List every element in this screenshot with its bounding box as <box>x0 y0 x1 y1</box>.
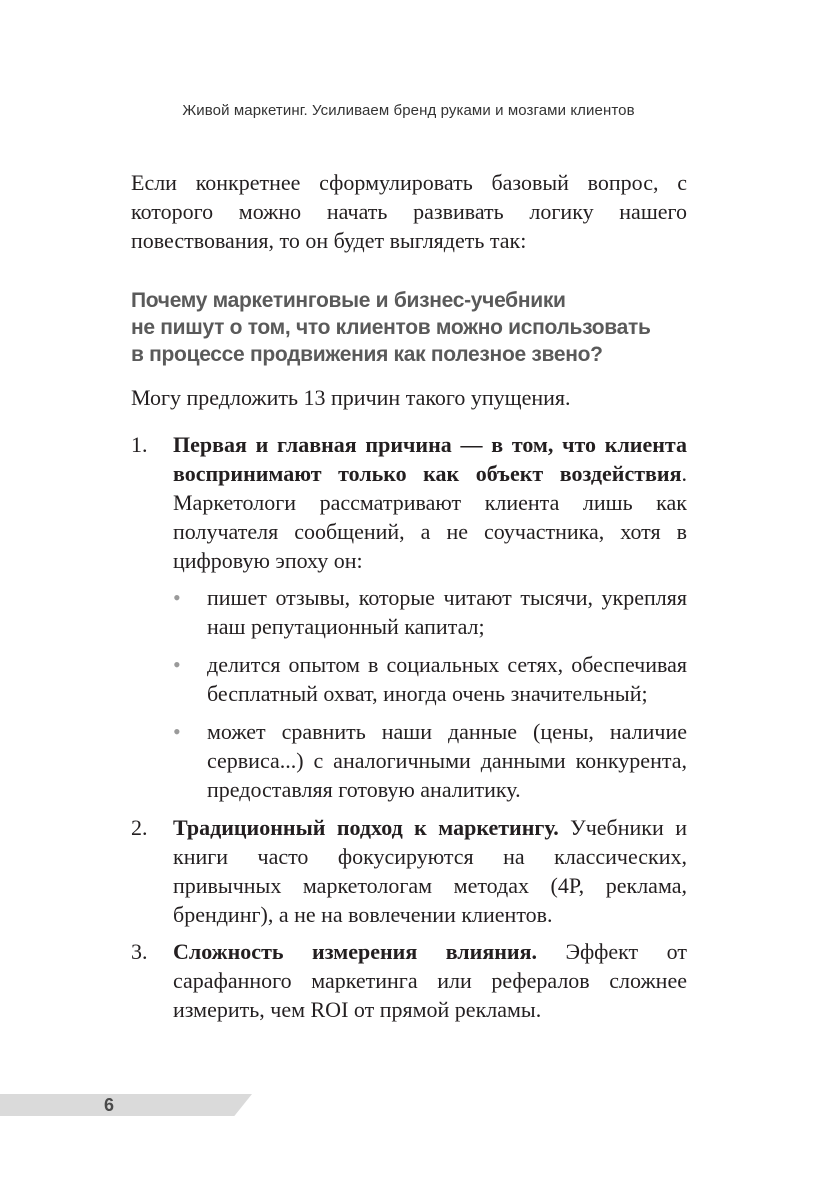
heading-line-2: не пишут о том, что клиентов можно использовать <box>131 316 651 339</box>
list-item <box>131 937 687 1024</box>
reasons-list <box>131 430 687 1024</box>
bullet-icon: • <box>173 652 181 677</box>
heading-line-3: в процессе продвижения как полезное звено? <box>131 343 603 366</box>
item-bold-lead: Традиционный подход к маркетингу. <box>173 815 559 840</box>
intro-paragraph: Если конкретнее сформулировать базовый вопрос, с которого можно начать развивать логику нашего повествования, то он будет выглядеть так: <box>131 170 687 253</box>
bullet-icon: • <box>173 719 181 744</box>
footer-band <box>0 1094 252 1116</box>
item-text: Эффект от сарафанного маркетинга или рефералов сложнее измерить, чем ROI от прямой рекламы. <box>173 939 687 1022</box>
item-number: 2. <box>131 815 148 840</box>
sub-list-item <box>173 717 687 804</box>
bullet-icon: • <box>173 585 181 610</box>
running-head: Живой маркетинг. Усиливаем бренд руками и мозгами клиентов <box>182 102 635 119</box>
item-bold-lead: Сложность измерения влияния. <box>173 939 537 964</box>
sub-list <box>173 583 687 804</box>
item-number: 3. <box>131 939 148 964</box>
sub-item-text: делится опытом в социальных сетях, обеспечивая бесплатный охват, иногда очень значительный; <box>207 652 687 706</box>
list-item <box>131 430 687 804</box>
item-number: 1. <box>131 432 148 457</box>
sub-list-item <box>173 583 687 641</box>
reasons-intro: Могу предложить 13 причин такого упущения. <box>131 385 571 410</box>
heading-line-1: Почему маркетинговые и бизнес-учебники <box>131 289 566 312</box>
item-text: Учебники и книги часто фокусируются на классических, привычных маркетологам методах (4P, реклама, брендинг), а не на вовлечении клиентов. <box>173 815 687 927</box>
section-heading <box>131 287 711 368</box>
page-number: 6 <box>104 1095 115 1115</box>
list-item <box>131 813 687 929</box>
item-text: . Маркетологи рассматривают клиента лишь как получателя сообщений, а не соучастника, хотя в цифровую эпоху он: <box>173 461 687 573</box>
sub-list-item <box>173 650 687 708</box>
sub-item-text: может сравнить наши данные (цены, наличие сервиса...) с аналогичными данными конкурента, предоставляя готовую аналитику. <box>207 719 687 802</box>
sub-item-text: пишет отзывы, которые читают тысячи, укрепляя наш репутационный капитал; <box>207 585 687 639</box>
item-bold-lead: Первая и главная причина — в том, что клиента воспринимают только как объект воздействия <box>173 432 687 486</box>
